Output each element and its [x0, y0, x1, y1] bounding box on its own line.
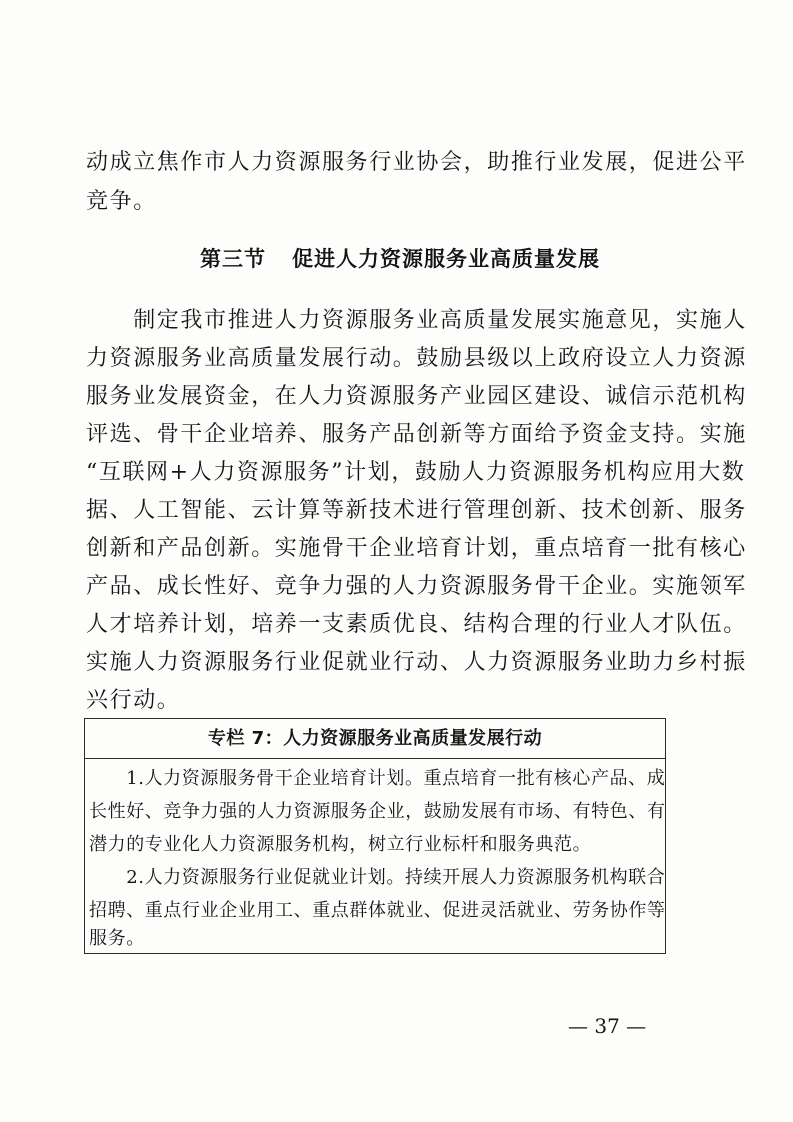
- paragraph-line: 力资源服务业高质量发展行动。鼓励县级以上政府设立人力资源: [86, 346, 747, 371]
- column-box-line: 服务。: [89, 928, 145, 949]
- paragraph-line: 人才培养计划，培养一支素质优良、结构合理的行业人才队伍。: [86, 612, 747, 637]
- paragraph-line: “互联网+人力资源服务”计划，鼓励人力资源服务机构应用大数: [86, 460, 746, 485]
- paragraph-line: 实施人力资源服务行业促就业行动、人力资源服务业助力乡村振: [86, 650, 747, 675]
- paragraph-line: 兴行动。: [86, 688, 181, 713]
- paragraph-line: 服务业发展资金，在人力资源服务产业园区建设、诚信示范机构: [86, 384, 747, 409]
- paragraph-line: 评选、骨干企业培养、服务产品创新等方面给予资金支持。实施: [86, 422, 747, 447]
- column-box-line: 潜力的专业化人力资源服务机构，树立行业标杆和服务典范。: [89, 834, 592, 855]
- section-heading: [200, 244, 600, 274]
- column-box-line: 长性好、竞争力强的人力资源服务企业，鼓励发展有市场、有特色、有: [89, 801, 666, 822]
- column-box-line: 2.人力资源服务行业促就业计划。持续开展人力资源服务机构联合: [89, 867, 666, 888]
- section-title: 促进人力资源服务业高质量发展: [292, 246, 600, 271]
- paragraph-line: 产品、成长性好、竞争力强的人力资源服务骨干企业。实施领军: [86, 574, 747, 599]
- paragraph-line: 据、人工智能、云计算等新技术进行管理创新、技术创新、服务: [86, 498, 747, 523]
- paragraph-prev-line: 竞争。: [86, 189, 157, 214]
- paragraph-line: 创新和产品创新。实施骨干企业培育计划，重点培育一批有核心: [86, 536, 747, 561]
- column-box: [84, 718, 666, 954]
- paragraph-line: 制定我市推进人力资源服务业高质量发展实施意见，实施人: [86, 308, 747, 333]
- page-number: — 37 —: [568, 1014, 647, 1038]
- column-box-title: 专栏 7：人力资源服务业高质量发展行动: [85, 719, 665, 759]
- section-number: 第三节: [200, 246, 266, 271]
- column-box-line: 1.人力资源服务骨干企业培育计划。重点培育一批有核心产品、成: [89, 768, 666, 789]
- column-box-line: 招聘、重点行业企业用工、重点群体就业、促进灵活就业、劳务协作等: [89, 900, 666, 921]
- paragraph-prev-line: 动成立焦作市人力资源服务行业协会，助推行业发展，促进公平: [86, 150, 747, 175]
